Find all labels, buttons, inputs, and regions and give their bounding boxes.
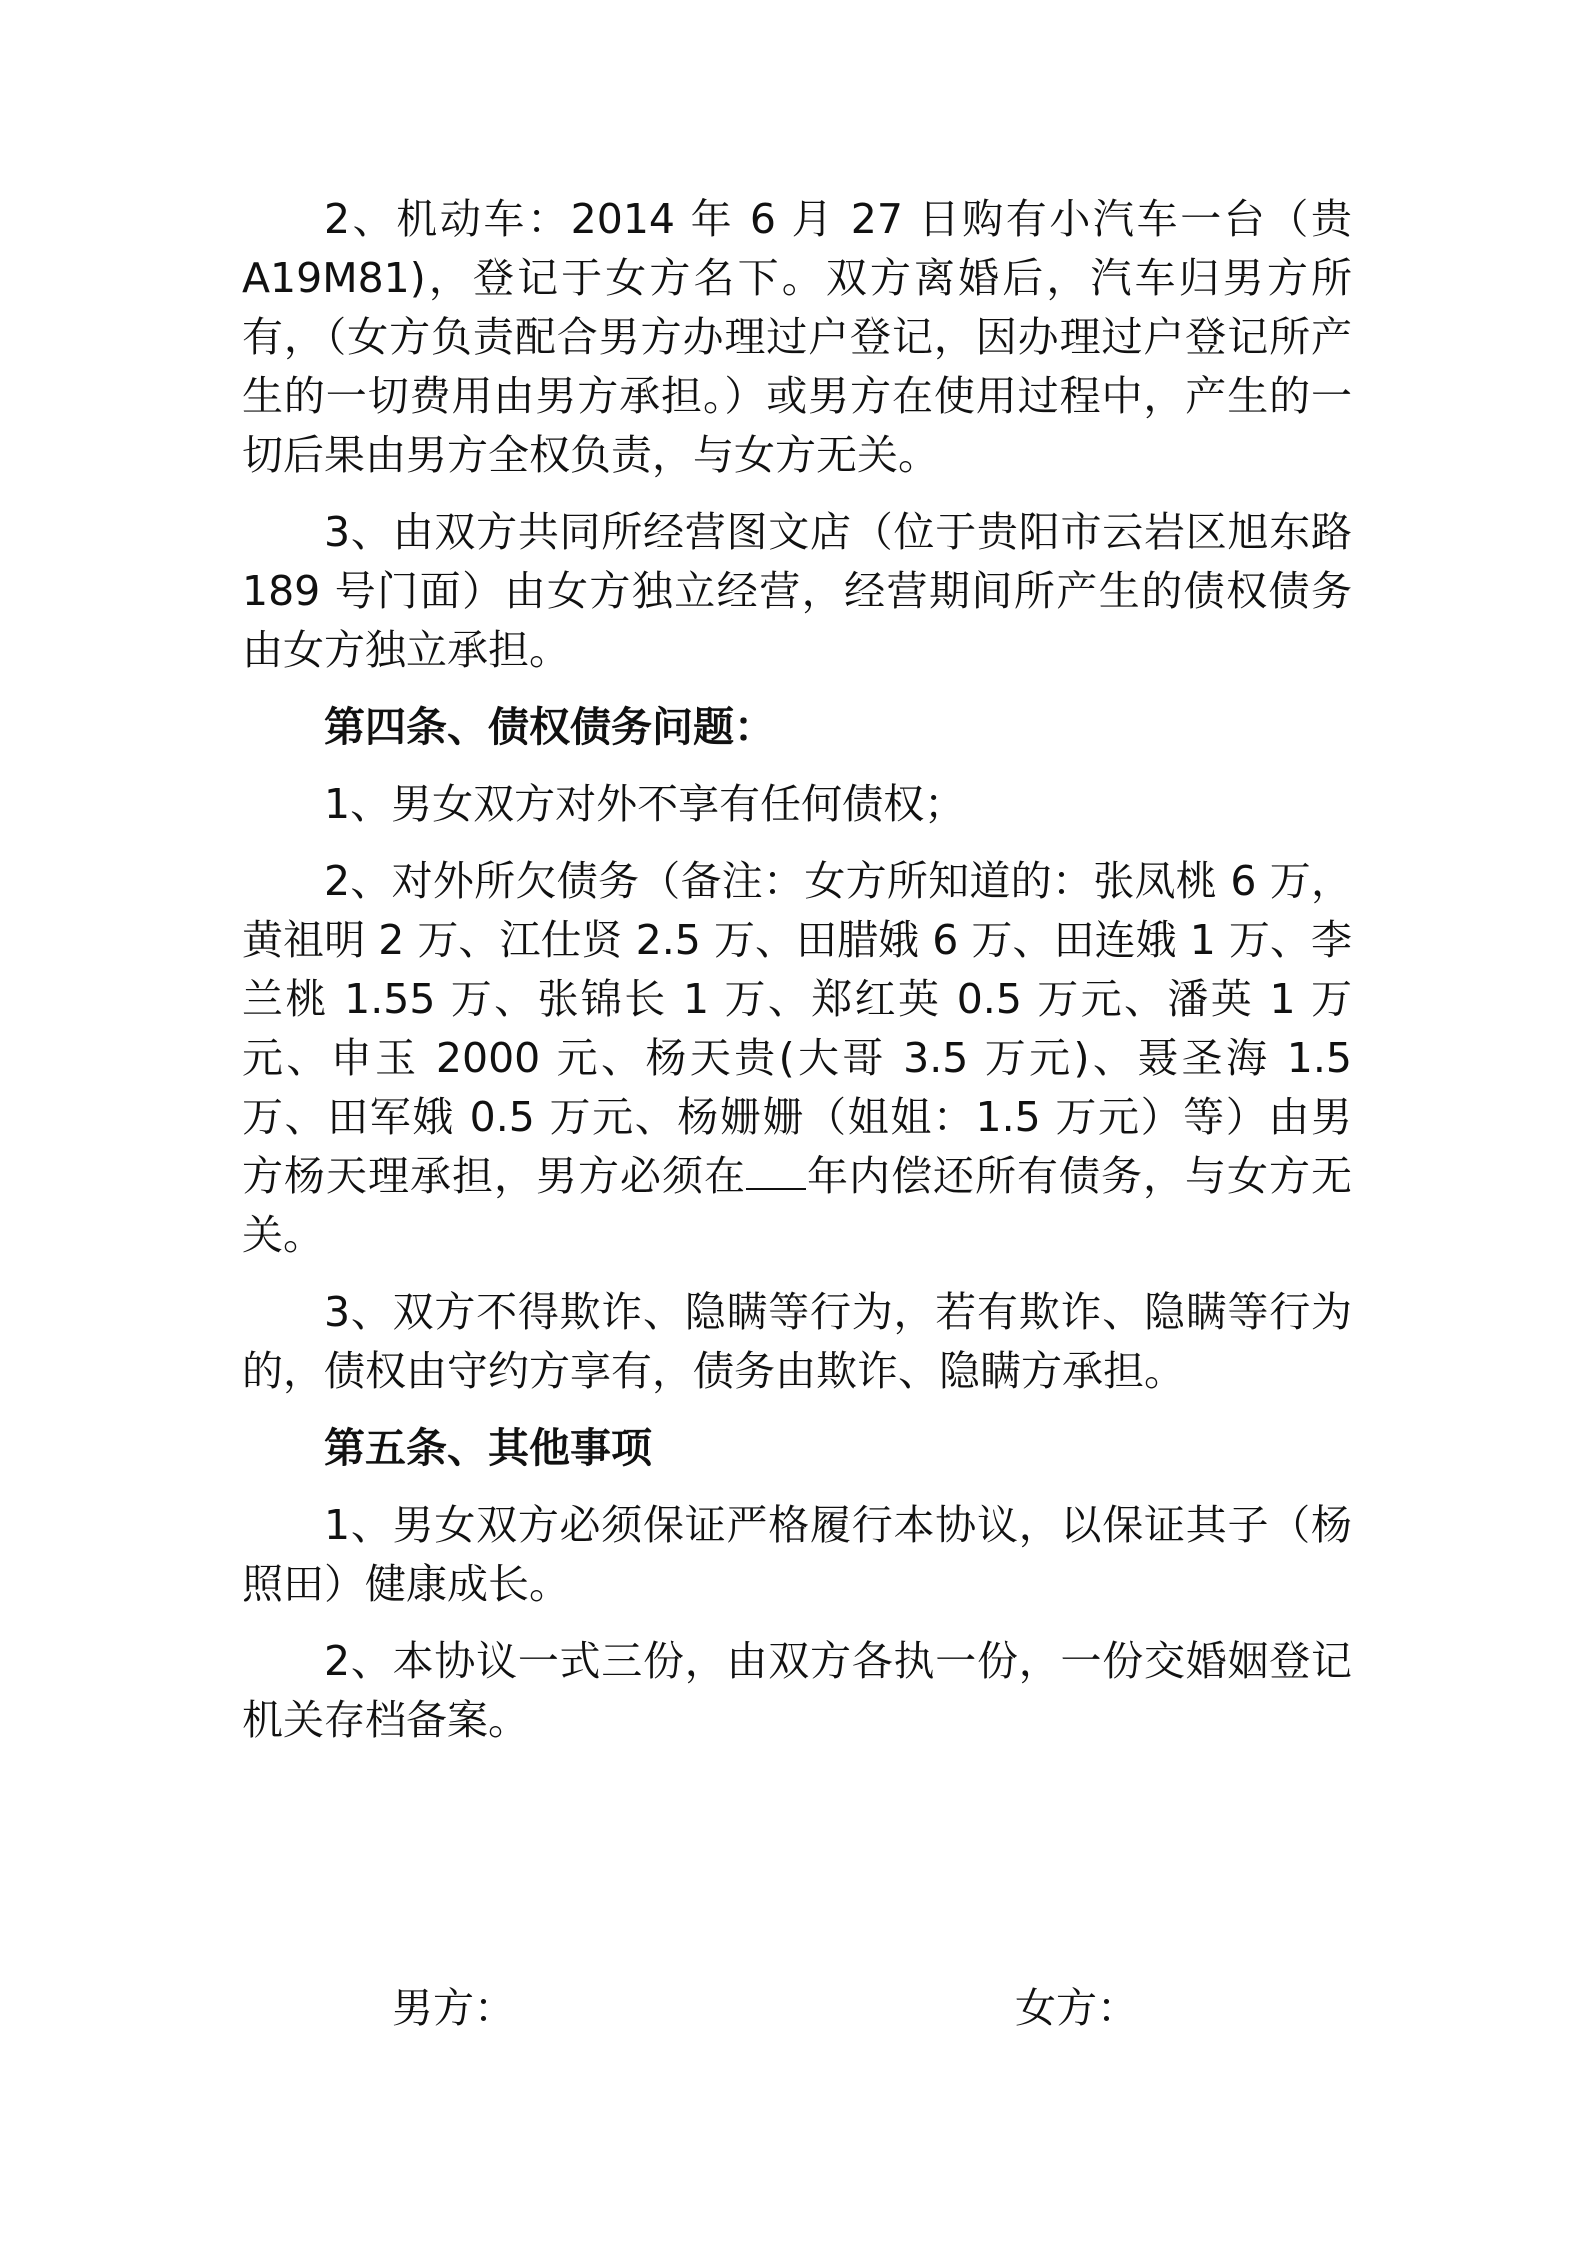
- years-blank: [746, 1154, 806, 1190]
- article-five-heading: 第五条、其他事项: [324, 1424, 652, 1472]
- male-signature-label: 男方：: [392, 1984, 515, 2032]
- child-clause: 1、男女双方必须保证严格履行本协议，以保证其子（杨照田）健康成长。: [242, 1501, 1352, 1608]
- vehicle-clause: 2、机动车：2014 年 6 月 27 日购有小汽车一台（贵A19M81)，登记于女方名下。双方离婚后，汽车归男方所有，（女方负责配合男方办理过户登记，因办理过户登记所产生的一切费用由男方承担。）或男方在使用过程中，产生的一切后果由男方全权负责，与女方无关。: [242, 195, 1352, 479]
- document-body: [242, 190, 1352, 1768]
- copies-clause: 2、本协议一式三份，由双方各执一份，一份交婚姻登记机关存档备案。: [242, 1637, 1352, 1744]
- no-fraud-clause: 3、双方不得欺诈、隐瞒等行为，若有欺诈、隐瞒等行为的，债权由守约方享有，债务由欺诈、隐瞒方承担。: [242, 1288, 1352, 1395]
- debts-clause-tail: 年内偿还所有债务，与女方无关。: [242, 1152, 1352, 1259]
- female-signature-label: 女方：: [1015, 1984, 1138, 2032]
- no-creditor-rights-clause: 1、男女双方对外不享有任何债权；: [324, 780, 966, 828]
- debts-clause: [242, 852, 1352, 1265]
- shop-clause: 3、由双方共同所经营图文店（位于贵阳市云岩区旭东路 189 号门面）由女方独立经营，经营期间所产生的债权债务由女方独立承担。: [242, 508, 1352, 674]
- article-four-heading: 第四条、债权债务问题：: [324, 703, 775, 751]
- debts-clause-text: 2、对外所欠债务（备注：女方所知道的：张凤桃 6 万，黄祖明 2 万、江仕贤 2.5 万、田腊娥 6 万、田连娥 1 万、李兰桃 1.55 万、张锦长 1 万、郑红英 0.5 万元、潘英 1 万元、申玉 2000 元、杨天贵(大哥 3.5 万元)、聂圣海 1.5 万、田军娥 0.5 万元、杨姗姗（姐姐：1.5 万元）等）由男方杨天理承担，男方必须在: [242, 857, 1352, 1200]
